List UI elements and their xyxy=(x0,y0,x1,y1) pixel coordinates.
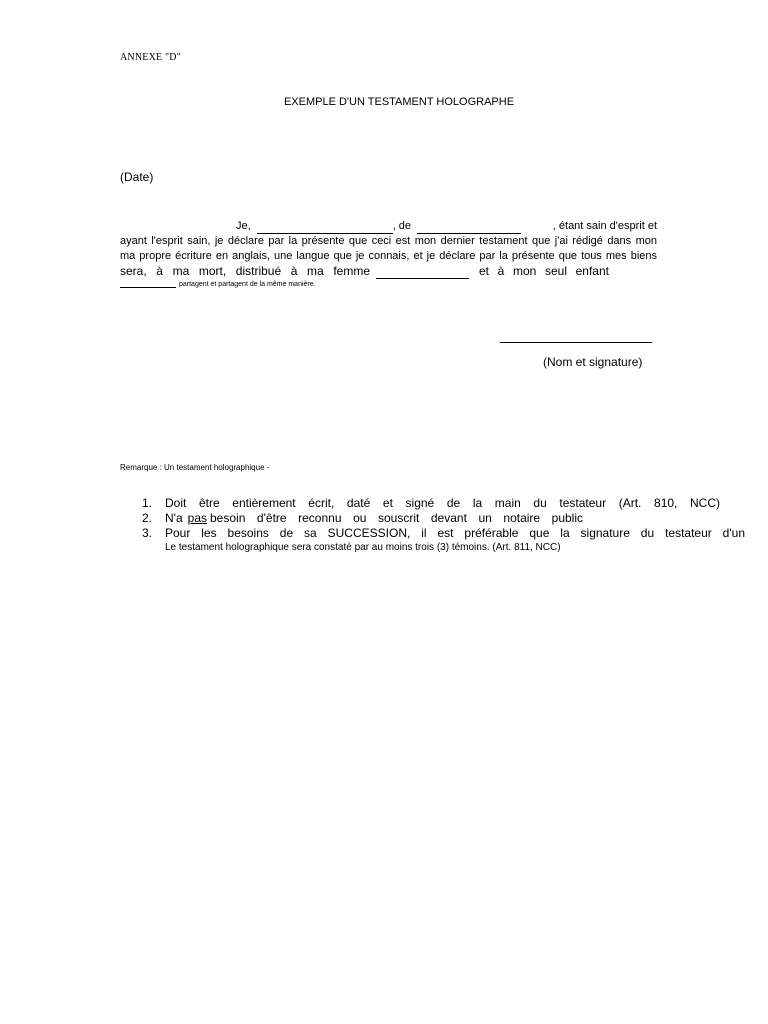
list-item-3-continued: Le testament holographique sera constaté par au moins trois (3) témoins. (Art. 811, NCC) xyxy=(165,542,561,553)
line5-text: partagent et partagent de la même manière. xyxy=(179,281,316,288)
place-blank xyxy=(417,223,521,234)
line4-start-text: sera, à ma mort, distribué à ma femme xyxy=(120,264,370,278)
signature-line xyxy=(500,342,652,343)
list-item-1 xyxy=(142,496,720,510)
name-blank xyxy=(257,223,393,234)
list-item-2 xyxy=(142,511,583,525)
list-number: 3. xyxy=(142,526,153,540)
etant-text: , étant sain d'esprit et xyxy=(552,220,657,232)
paragraph-line-2: ayant l'esprit sain, je déclare par la présente que ceci est mon dernier testament que j'ai rédigé dans mon xyxy=(120,235,657,247)
wife-blank xyxy=(376,268,469,279)
de-text: , de xyxy=(392,220,412,232)
list-item-pre: N'a xyxy=(165,511,183,525)
list-item-text: Pour les besoins de sa SUCCESSION, il est préférable que la signature du testateur d'un xyxy=(165,526,745,540)
list-item-text: besoin d'être reconnu ou souscrit devant un notaire public xyxy=(210,511,583,525)
paragraph-line-4 xyxy=(120,264,609,279)
list-item-underlined: pas xyxy=(187,511,207,525)
signature-caption: (Nom et signature) xyxy=(543,355,643,369)
paragraph-line-1 xyxy=(120,219,657,234)
date-placeholder: (Date) xyxy=(120,170,154,184)
document-title: EXEMPLE D'UN TESTAMENT HOLOGRAPHE xyxy=(283,96,515,108)
list-item-3 xyxy=(142,526,745,540)
list-number: 1. xyxy=(142,496,153,510)
line4-end-text: et à mon seul enfant xyxy=(479,264,609,278)
je-text: Je, xyxy=(236,220,251,232)
child-blank xyxy=(120,279,176,288)
list-item-text: Doit être entièrement écrit, daté et signé de la main du testateur (Art. 810, NCC) xyxy=(165,496,720,510)
remark-heading: Remarque : Un testament holographique - xyxy=(120,463,270,472)
annex-label: ANNEXE "D" xyxy=(120,52,181,63)
list-number: 2. xyxy=(142,511,153,525)
paragraph-line-5 xyxy=(120,279,316,288)
paragraph-line-3: ma propre écriture en anglais, une langue que je connais, et je déclare par la présente que tous mes biens xyxy=(120,250,657,262)
